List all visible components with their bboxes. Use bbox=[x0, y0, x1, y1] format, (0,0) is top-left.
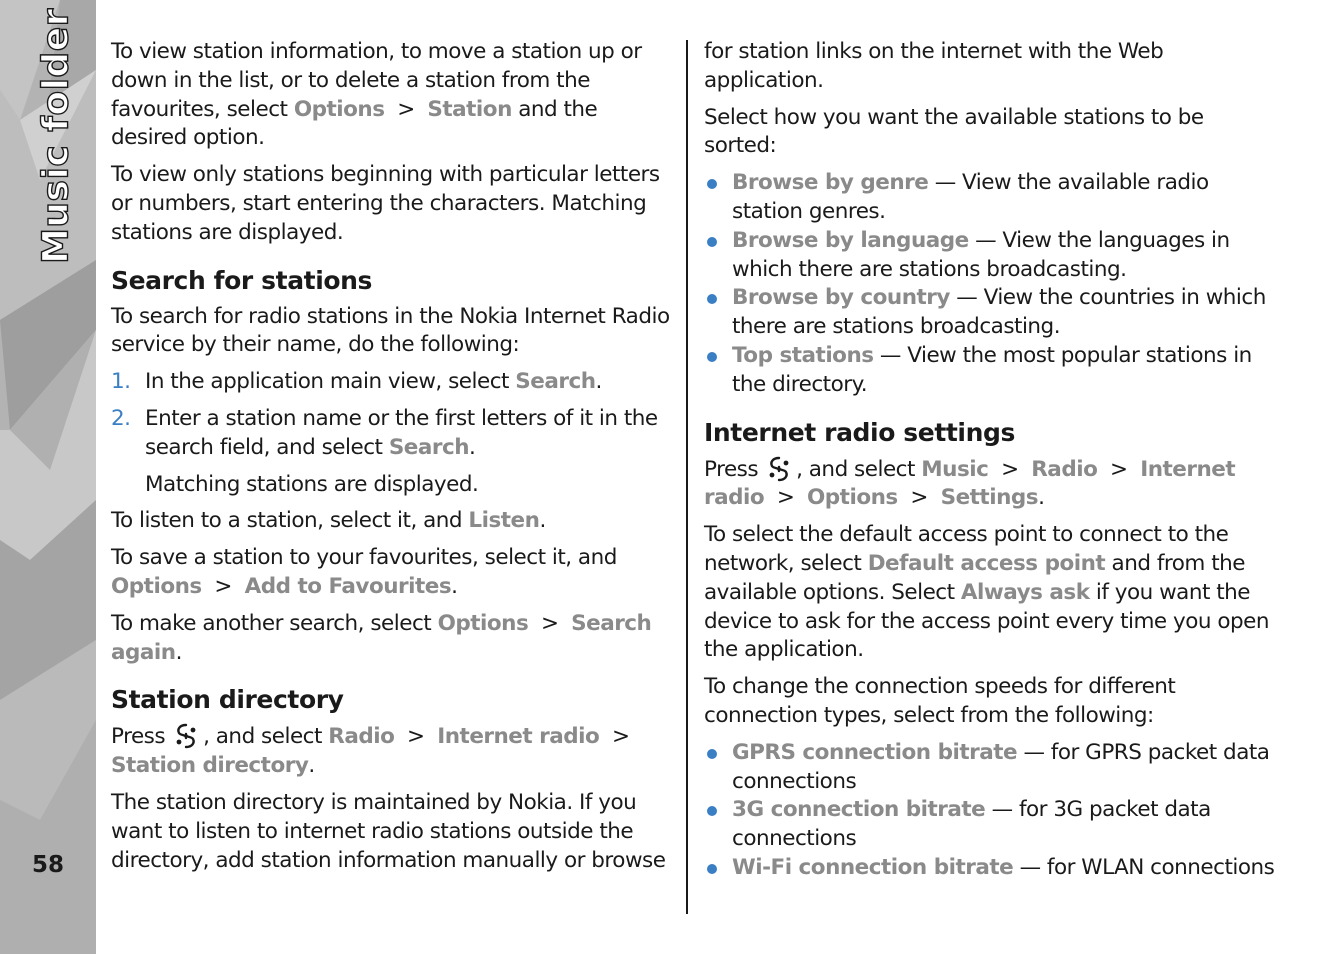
continued-paragraph: for station links on the internet with the Web application. bbox=[704, 39, 1164, 93]
heading-search-for-stations: Search for stations bbox=[111, 265, 373, 295]
ui-options: Options bbox=[437, 610, 529, 636]
speed-intro: To change the connection speeds for different connection types, select from the following: bbox=[704, 674, 1176, 728]
ui-internet-radio: Internet radio bbox=[704, 456, 1236, 511]
menu-key-icon bbox=[173, 722, 199, 750]
list-item: Browse by genre — View the available radio station genres. bbox=[704, 169, 1279, 227]
ui-always-ask: Always ask bbox=[960, 579, 1090, 605]
directory-maintained-paragraph: The station directory is maintained by Nokia. If you want to listen to internet radio stations outside the directory, add station information manually or browse bbox=[111, 789, 666, 873]
heading-internet-radio-settings: Internet radio settings bbox=[704, 417, 1015, 447]
settings-press-paragraph: Press , and select Music > Radio > Internet radio > Options > Settings. bbox=[704, 456, 1236, 511]
bullet-icon bbox=[707, 237, 717, 247]
ui-default-access-point: Default access point bbox=[867, 550, 1106, 576]
station-info-paragraph: To view station information, to move a station up or down in the list, or to delete a station from the favourites, select Options > Station and the desired option. bbox=[111, 39, 642, 151]
section-title: Music folder bbox=[35, 8, 77, 264]
ui-radio: Radio bbox=[328, 724, 395, 750]
ui-internet-radio: Internet radio bbox=[437, 724, 600, 750]
column-divider bbox=[686, 40, 688, 914]
search-intro: To search for radio stations in the Nokia Internet Radio service by their name, do the following: bbox=[111, 303, 670, 358]
search-again-paragraph: To make another search, select Options > Search again. bbox=[111, 610, 652, 665]
sidebar-tab bbox=[0, 0, 96, 954]
step-item: 2. Enter a station name or the first letters of it in the search field, and select Search. Matching stations are displayed. bbox=[111, 405, 677, 499]
ui-music: Music bbox=[921, 456, 989, 482]
bullet-icon bbox=[707, 352, 717, 362]
access-point-paragraph: To select the default access point to connect to the network, select Default access point and from the available options. Select Always ask if you want the device to ask for the access point every time you open the application. bbox=[704, 522, 1269, 663]
filter-paragraph: To view only stations beginning with particular letters or numbers, start entering the characters. Matching stations are displayed. bbox=[111, 162, 660, 245]
left-column bbox=[111, 38, 677, 883]
menu-key-icon bbox=[766, 455, 792, 483]
list-item: 3G connection bitrate — for 3G packet data connections bbox=[704, 796, 1279, 854]
directory-press-paragraph: Press , and select Radio > Internet radio > Station directory. bbox=[111, 724, 630, 779]
right-column bbox=[704, 38, 1279, 891]
ui-search-again: Search again bbox=[111, 610, 652, 665]
ui-options: Options bbox=[807, 485, 898, 511]
ui-options: Options bbox=[293, 96, 385, 122]
list-item: Top stations — View the most popular stations in the directory. bbox=[704, 342, 1279, 400]
ui-station-directory: Station directory bbox=[111, 753, 309, 779]
ui-radio: Radio bbox=[1031, 456, 1098, 482]
ui-options: Options bbox=[111, 573, 202, 599]
bullet-icon bbox=[707, 749, 717, 759]
step-result: Matching stations are displayed. bbox=[145, 471, 479, 497]
list-item: GPRS connection bitrate — for GPRS packet data connections bbox=[704, 739, 1279, 797]
bullet-icon bbox=[707, 806, 717, 816]
list-item: Wi-Fi connection bitrate — for WLAN connections bbox=[704, 854, 1279, 883]
bullet-icon bbox=[707, 294, 717, 304]
step-item: 1. In the application main view, select Search. bbox=[111, 369, 602, 395]
bullet-icon bbox=[707, 179, 717, 189]
list-item: Browse by country — View the countries in which there are stations broadcasting. bbox=[704, 284, 1279, 342]
ui-search: Search bbox=[388, 434, 470, 460]
ui-add-to-favourites: Add to Favourites bbox=[244, 573, 452, 599]
page-number: 58 bbox=[31, 852, 64, 878]
list-item: Browse by language — View the languages in which there are stations broadcasting. bbox=[704, 227, 1279, 285]
ui-search: Search bbox=[515, 369, 596, 395]
save-paragraph: To save a station to your favourites, select it, and Options > Add to Favourites. bbox=[111, 545, 617, 599]
listen-paragraph: To listen to a station, select it, and Listen. bbox=[111, 508, 546, 534]
sort-options-list bbox=[704, 169, 1279, 399]
ui-settings: Settings bbox=[940, 485, 1039, 511]
bullet-icon bbox=[707, 864, 717, 874]
sort-intro: Select how you want the available stations to be sorted: bbox=[704, 104, 1204, 159]
speed-options-list bbox=[704, 739, 1279, 883]
search-steps bbox=[111, 368, 677, 499]
ui-listen: Listen bbox=[468, 508, 540, 534]
ui-station: Station bbox=[427, 96, 512, 122]
heading-station-directory: Station directory bbox=[111, 685, 344, 715]
